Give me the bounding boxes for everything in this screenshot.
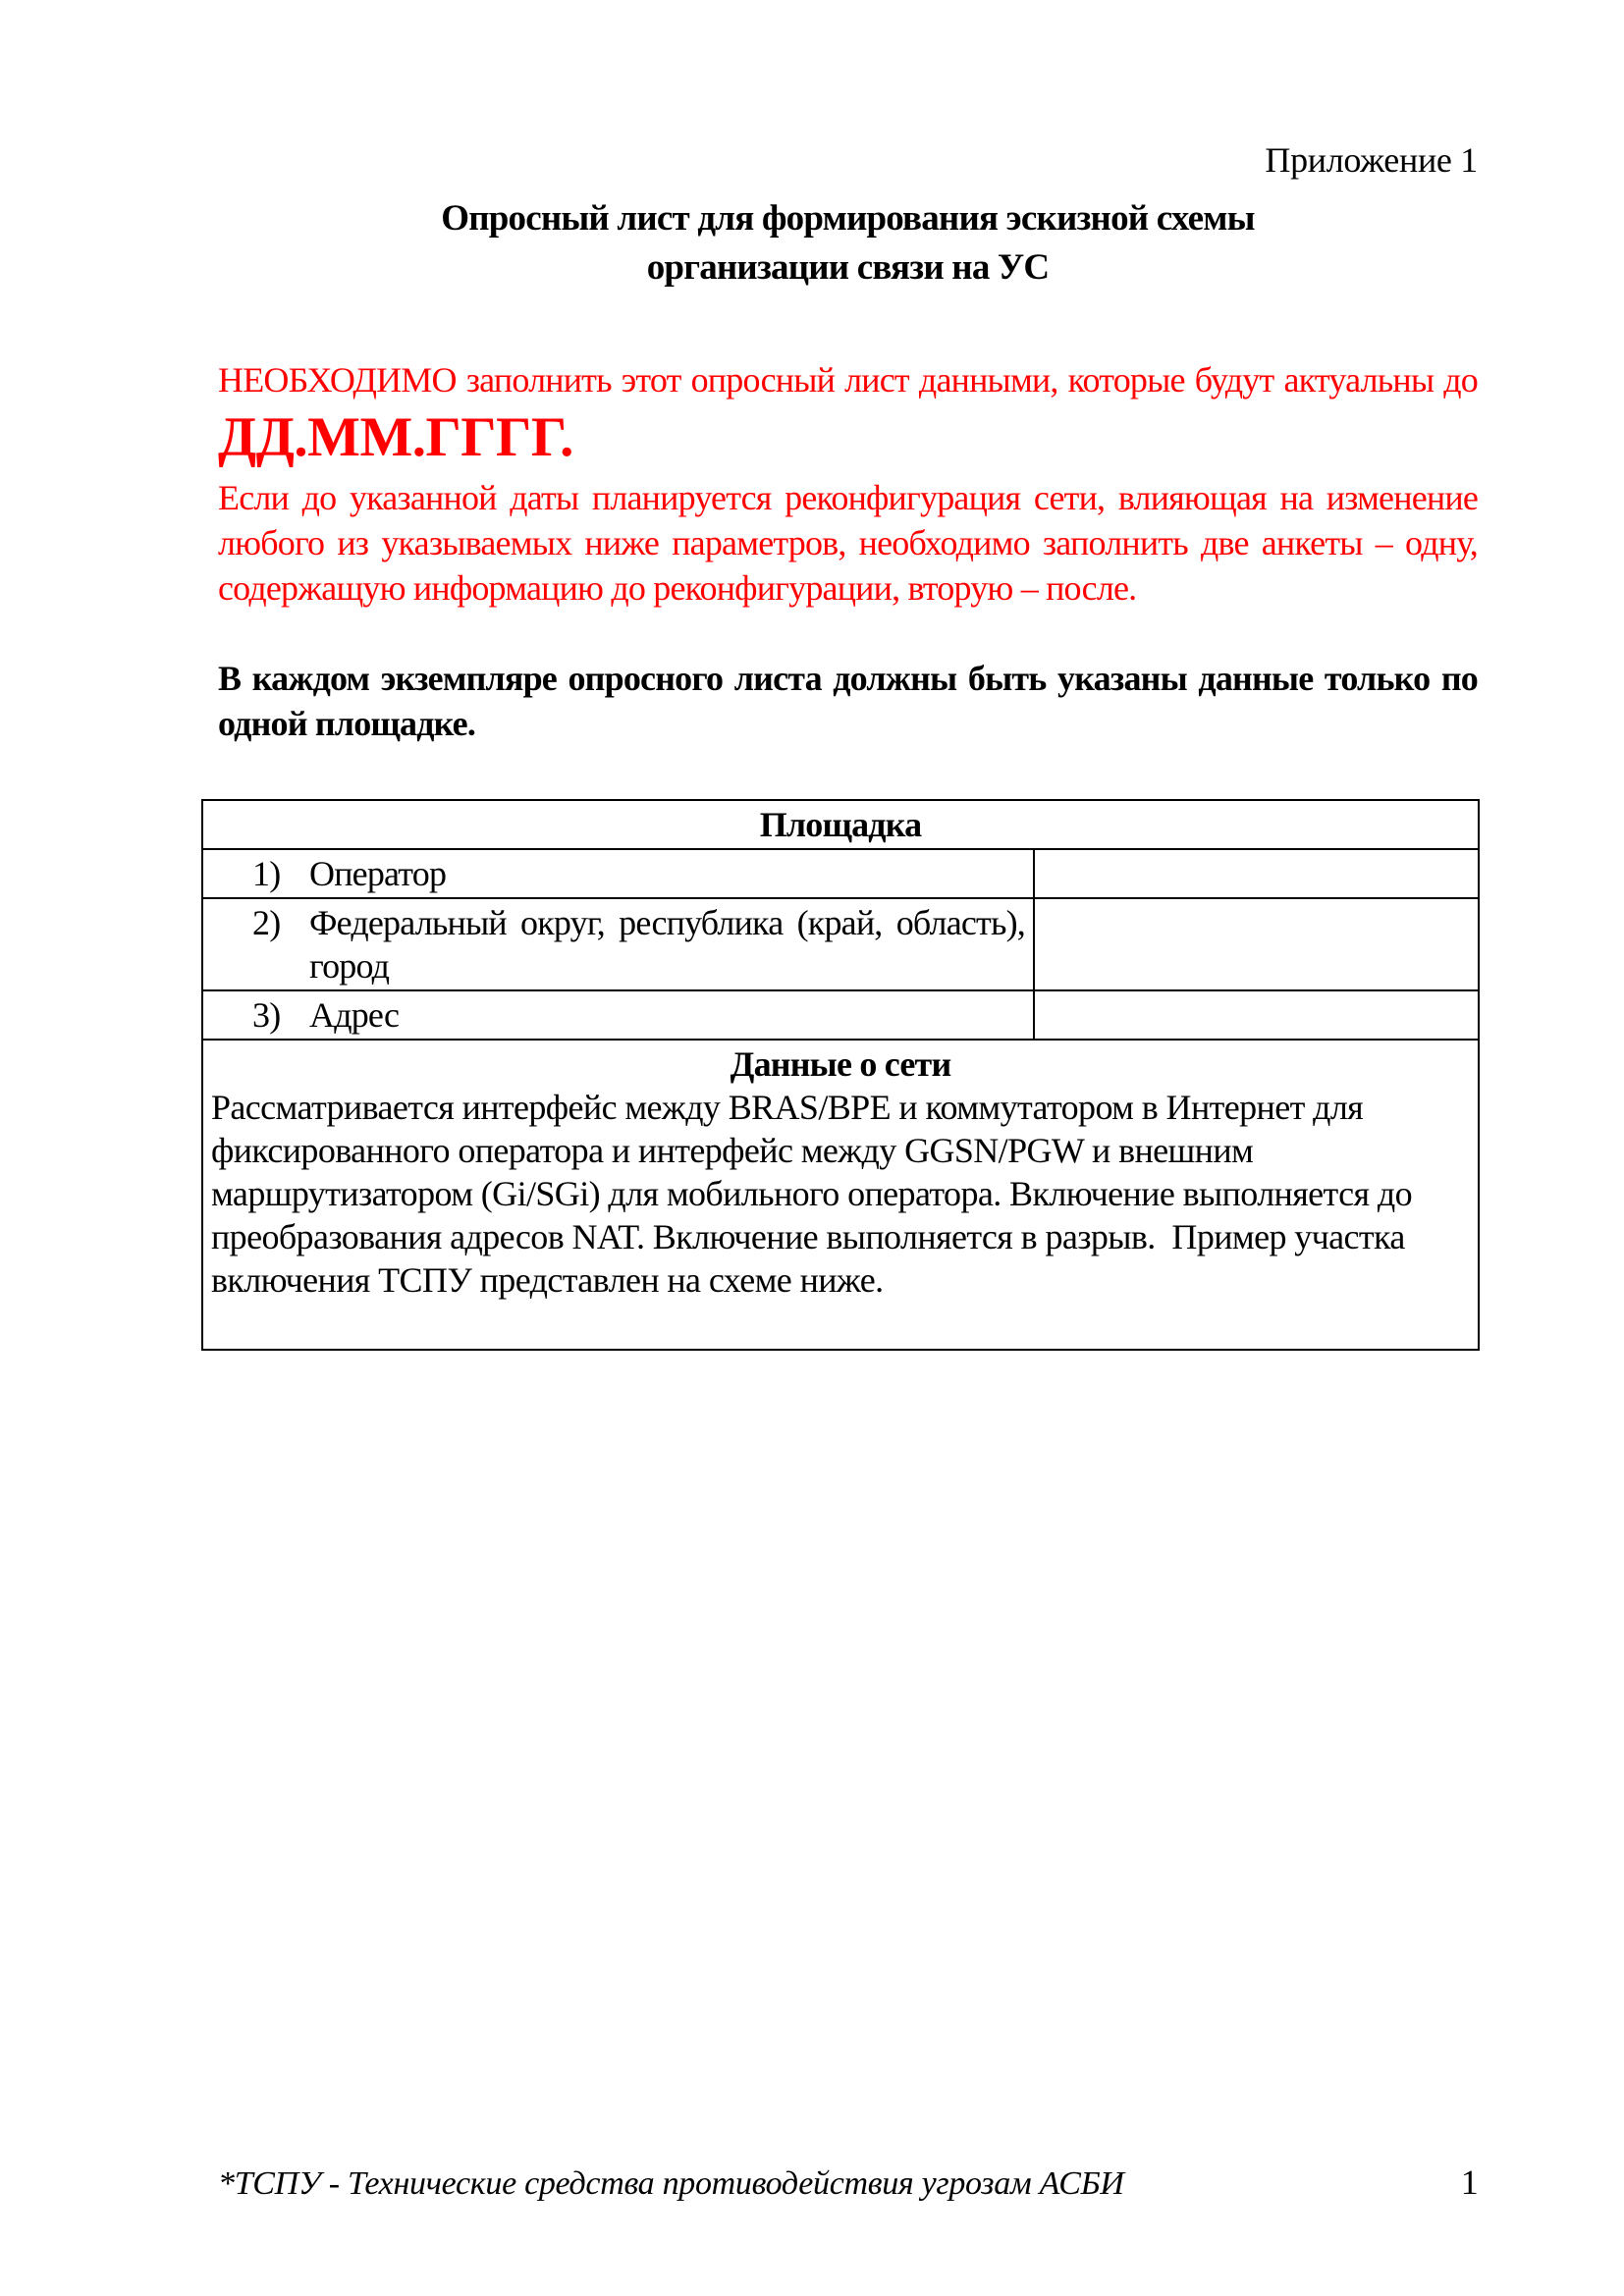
- document-title-line1: Опросный лист для формирования эскизной схемы: [441, 198, 1255, 239]
- page-footer: [218, 2160, 1478, 2207]
- table-header-row: [202, 800, 1479, 849]
- region-label-cell: [202, 898, 1034, 990]
- footnote-tspu: *ТСПУ - Технические средства противодействия угрозам АСБИ: [218, 2165, 1124, 2202]
- annex-label: Приложение 1: [1265, 140, 1478, 180]
- address-value-cell: [1034, 990, 1479, 1040]
- document-title-line2: организации связи на УС: [646, 247, 1050, 288]
- network-data-text: Рассматривается интерфейс между BRAS/BPE и коммутатором в Интернет для фиксированного оператора и интерфейс между GGSN/PGW и внешним маршрутизатором (Gi/SGi) для мобильного оператора. Включение выполняется до преобразования адресов NAT. Включение выполняется в разрыв. Пример участка включения ТСПУ представлен на схеме ниже.: [211, 1088, 1421, 1300]
- page-number: 1: [1460, 2163, 1478, 2202]
- document-title: [218, 194, 1478, 293]
- table-header-cell: Площадка: [202, 800, 1479, 849]
- network-data-row: [202, 1040, 1479, 1350]
- region-value-cell: [1034, 898, 1479, 990]
- table-row-region: [202, 898, 1479, 990]
- address-label: Адрес: [309, 995, 400, 1035]
- operator-label: Оператор: [309, 854, 447, 893]
- table-row-address: [202, 990, 1479, 1040]
- row-number: 3): [252, 995, 281, 1035]
- operator-label-cell: [202, 849, 1034, 898]
- operator-value-cell: [1034, 849, 1479, 898]
- questionnaire-table: [201, 799, 1480, 1351]
- instruction-paragraph: В каждом экземпляре опросного листа должны быть указаны данные только по одной площадке.: [218, 659, 1478, 743]
- address-label-cell: [202, 990, 1034, 1040]
- row-number: 2): [252, 903, 281, 942]
- date-placeholder: ДД.ММ.ГГГГ.: [218, 406, 573, 468]
- network-data-header: Данные о сети: [730, 1044, 951, 1084]
- warning-notice-paragraph: Если до указанной даты планируется реконфигурация сети, влияющая на изменение любого из указываемых ниже параметров, необходимо заполнить две анкеты – одну, содержащую информацию до реконфигурации, вторую – после.: [218, 478, 1478, 608]
- network-data-cell: [202, 1040, 1479, 1350]
- region-label: Федеральный округ, республика (край, область), город: [309, 903, 1025, 986]
- warning-notice: [218, 357, 1478, 611]
- warning-notice-lead: НЕОБХОДИМО заполнить этот опросный лист данными, которые будут актуальны до: [218, 360, 1478, 400]
- row-number: 1): [252, 854, 281, 893]
- table-row-operator: [202, 849, 1479, 898]
